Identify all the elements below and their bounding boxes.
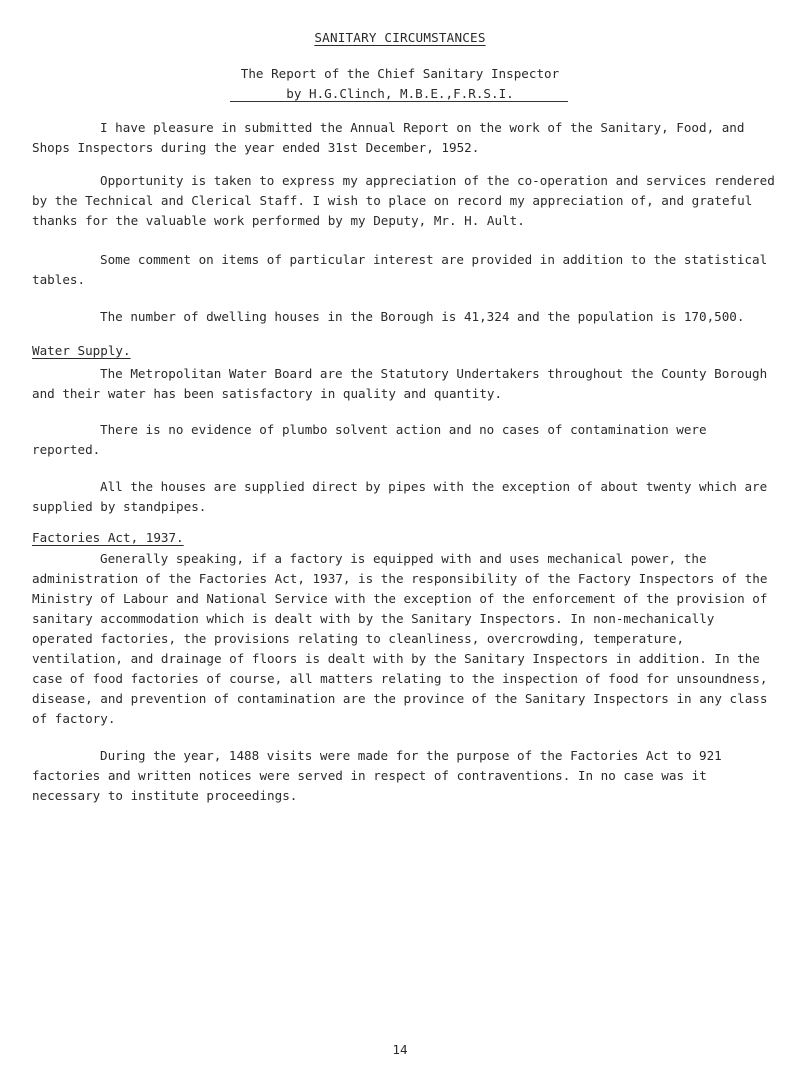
page-number: 14: [392, 1042, 408, 1057]
intro-paragraph: I have pleasure in submitted the Annual Report on the work of the Sanitary, Food, and Shops Inspectors during the year ended 31st December, 1952.: [32, 120, 745, 155]
water-supply-heading: Water Supply.: [32, 343, 131, 358]
report-title: The Report of the Chief Sanitary Inspector: [240, 66, 560, 81]
section-title: SANITARY CIRCUMSTANCES: [314, 30, 486, 45]
byline: by H.G.Clinch, M.B.E.,F.R.S.I.: [286, 86, 514, 101]
water-supply-paragraph: The Metropolitan Water Board are the Statutory Undertakers throughout the County Borough and their water has been satisfactory in quality and quantity.: [32, 366, 768, 401]
byline-rule: [230, 101, 568, 102]
factories-act-paragraph: During the year, 1488 visits were made for the purpose of the Factories Act to 921 factories and written notices were served in respect of contraventions. In no case was it necessary to institute proceedings.: [32, 748, 722, 803]
factories-act-paragraph: Generally speaking, if a factory is equipped with and uses mechanical power, the administration of the Factories Act, 1937, is the responsibility of the Factory Inspectors of the Ministry of Labour and National Service with the exception of the enforcement of the provision of sanitary accommodation which is dealt with by the Sanitary Inspectors. In non-mechanically operated factories, the provisions relating to cleanliness, overcrowding, temperature, ventilation, and drainage of floors is dealt with by the Sanitary Inspectors in addition. In the case of food factories of course, all matters relating to the inspection of food for unsoundness, disease, and prevention of contamination are the province of the Sanitary Inspectors in any class of factory.: [32, 551, 768, 726]
intro-paragraph: Some comment on items of particular interest are provided in addition to the statistical tables.: [32, 252, 768, 287]
water-supply-paragraph: All the houses are supplied direct by pipes with the exception of about twenty which are supplied by standpipes.: [32, 479, 768, 514]
intro-paragraph: The number of dwelling houses in the Borough is 41,324 and the population is 170,500.: [100, 309, 745, 324]
factories-act-heading: Factories Act, 1937.: [32, 530, 184, 545]
intro-paragraph: Opportunity is taken to express my appreciation of the co-operation and services rendered by the Technical and Clerical Staff. I wish to place on record my appreciation of, and grateful thanks for the valuable work performed by my Deputy, Mr. H. Ault.: [32, 173, 775, 228]
water-supply-paragraph: There is no evidence of plumbo solvent action and no cases of contamination were reported.: [32, 422, 707, 457]
